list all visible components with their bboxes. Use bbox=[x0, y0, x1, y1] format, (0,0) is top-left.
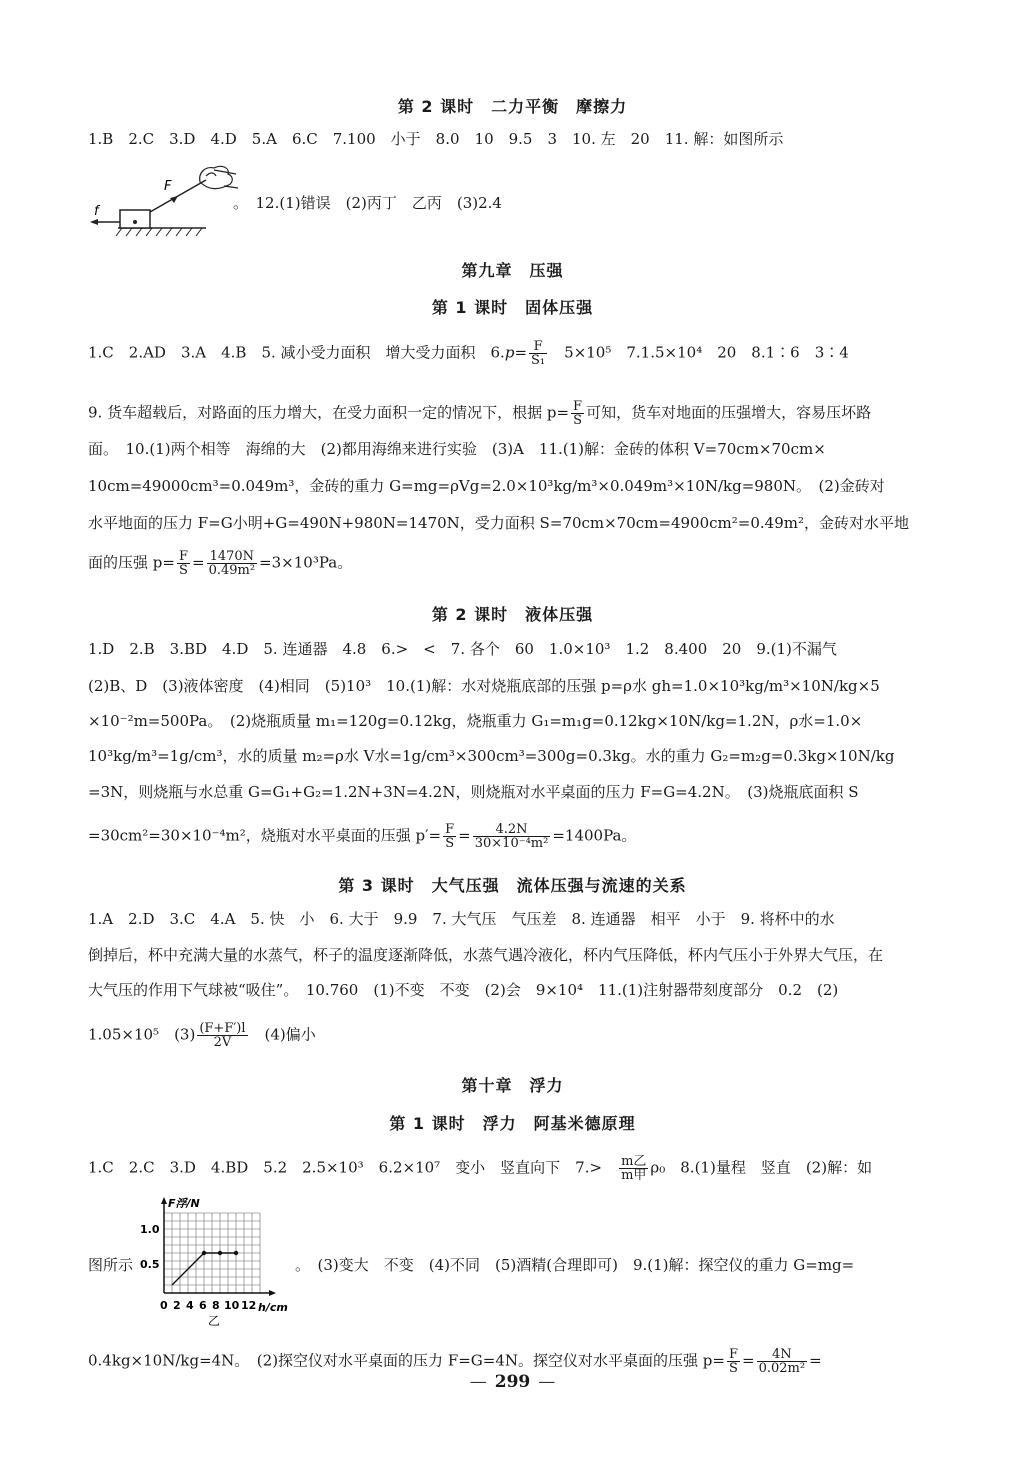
denominator: S bbox=[445, 836, 455, 851]
page-number bbox=[0, 1372, 1025, 1392]
text: 1.05×10⁵ (3) bbox=[88, 1025, 196, 1044]
denominator: 0.49m² bbox=[208, 563, 256, 578]
y-tick-label: 0.5 bbox=[140, 1258, 160, 1271]
answer-line: =3N，则烧瓶与水总重 G=G₁+G₂=1.2N+3N=4.2N，则烧瓶对水平桌面的压力 F=G=4.2N。 (3)烧瓶底面积 S bbox=[88, 783, 859, 801]
text: 8.(1)量程 竖直 (2)解：如 bbox=[680, 1158, 873, 1177]
chapter-heading-pressure: 第九章 压强 bbox=[461, 261, 564, 280]
y-tick-label: 1.0 bbox=[140, 1223, 160, 1236]
text: = bbox=[742, 1351, 755, 1370]
friction-figure bbox=[88, 160, 238, 240]
fraction bbox=[207, 550, 257, 577]
text: (4)偏小 bbox=[264, 1025, 316, 1044]
text: = bbox=[809, 1351, 822, 1370]
denominator: S bbox=[179, 563, 188, 578]
denominator: S₁ bbox=[531, 353, 546, 368]
data-point bbox=[218, 1251, 222, 1255]
numerator: 4N bbox=[757, 1348, 807, 1362]
answer-line: 水平地面的压力 F=G小明+G=490N+980N=1470N，受力面积 S=70cm×70cm=4900cm²=0.49m²，金砖对水平地 bbox=[88, 514, 909, 532]
numerator: (F+F′)l bbox=[199, 1021, 246, 1036]
answer-line bbox=[88, 823, 938, 850]
answer-line: 1.A 2.D 3.C 4.A 5. 快 小 6. 大于 9.9 7. 大气压 气压差 8. 连通器 相平 小于 9. 将杯中的水 bbox=[88, 910, 835, 928]
data-point bbox=[202, 1251, 206, 1255]
section-heading-liquid-pressure: 第 2 课时 液体压强 bbox=[431, 605, 594, 624]
denominator: 0.02m² bbox=[758, 1361, 806, 1376]
page-number-value: 299 bbox=[494, 1372, 531, 1392]
chapter-heading-buoyancy: 第十章 浮力 bbox=[461, 1076, 564, 1095]
denominator: 2V bbox=[213, 1035, 232, 1050]
numerator: F bbox=[728, 1347, 738, 1362]
text: = bbox=[458, 826, 471, 845]
text: 可知，货车对地面的压强增大，容易压坏路 bbox=[586, 403, 872, 422]
text: 9. 货车超载后，对路面的压力增大，在受力面积一定的情况下，根据 p= bbox=[88, 403, 570, 422]
answer-line: 。 (3)变大 不变 (4)不同 (5)酒精(合理即可) 9.(1)解：探空仪的重力 G=mg= bbox=[295, 1256, 855, 1274]
answer-line: 10³kg/m³=1g/cm³，水的质量 m₂=ρ水 V水=1g/cm³×300cm³=300g=0.3kg。水的重力 G₂=m₂g=0.3kg×10N/kg bbox=[88, 747, 895, 765]
answer-line bbox=[88, 400, 938, 427]
y-axis-label: F浮/N bbox=[168, 1197, 200, 1210]
fraction bbox=[757, 1348, 807, 1375]
buoyancy-graph bbox=[140, 1195, 310, 1330]
x-tick-label: 2 bbox=[173, 1299, 181, 1312]
fraction bbox=[571, 400, 584, 427]
text: 1.C 2.C 3.D 4.BD 5.2 2.5×10³ 6.2×10⁷ 变小 竖直向下 7.> bbox=[88, 1158, 603, 1177]
answer-line: 1.D 2.B 3.BD 4.D 5. 连通器 4.8 6.> < 7. 各个 60 1.0×10³ 1.2 8.400 20 9.(1)不漏气 bbox=[88, 640, 837, 658]
denominator: 30×10⁻⁴m² bbox=[474, 836, 549, 851]
answer-line: 大气压的作用下气球被“吸住”。 10.760 (1)不变 不变 (2)会 9×10⁴ 11.(1)注射器带刻度部分 0.2 (2) bbox=[88, 981, 839, 999]
text: =3×10³Pa。 bbox=[259, 553, 353, 572]
numerator: F bbox=[178, 549, 188, 564]
x-tick-label: 12 bbox=[241, 1299, 257, 1312]
fraction bbox=[619, 1155, 648, 1182]
text: 0.4kg×10N/kg=4N。 (2)探空仪对水平桌面的压力 F=G=4N。探空仪对水平桌面的压强 p= bbox=[88, 1351, 725, 1370]
x-tick-label: 10 bbox=[224, 1299, 240, 1312]
numerator: m乙 bbox=[621, 1154, 647, 1169]
hand-icon bbox=[200, 166, 238, 188]
x-tick-label: 4 bbox=[186, 1299, 194, 1312]
denominator: S bbox=[729, 1361, 738, 1376]
data-point bbox=[234, 1251, 238, 1255]
x-axis-label: h/cm bbox=[258, 1301, 288, 1314]
numerator: F bbox=[573, 399, 583, 414]
answer-line: (2)B、D (3)液体密度 (4)相同 (5)10³ 10.(1)解：水对烧瓶底部的压强 p=ρ水 gh=1.0×10³kg/m³×10N/kg×5 bbox=[88, 677, 880, 695]
x-tick-label: 0 bbox=[160, 1299, 168, 1312]
x-tick-label: 6 bbox=[199, 1299, 207, 1312]
answer-line: 10cm=49000cm³=0.049m³，金砖的重力 G=mg=ρVg=2.0×10³kg/m³×0.049m³×10N/kg=980N。 (2)金砖对 bbox=[88, 477, 885, 495]
fraction bbox=[443, 823, 456, 850]
fraction bbox=[529, 340, 547, 367]
text: 5×10⁵ 7.1.5×10⁴ 20 8.1∶6 3∶4 bbox=[564, 343, 849, 362]
answer-line: 。 12.(1)错误 (2)丙丁 乙丙 (3)2.4 bbox=[233, 194, 502, 212]
answer-line bbox=[88, 1348, 938, 1375]
denominator: S bbox=[573, 413, 582, 428]
numerator: 1470N bbox=[207, 550, 257, 564]
text: = bbox=[191, 553, 205, 572]
answer-line bbox=[88, 550, 938, 577]
fraction bbox=[473, 823, 551, 850]
section-heading-atmospheric-pressure: 第 3 课时 大气压强 流体压强与流速的关系 bbox=[338, 876, 687, 895]
text: =1400Pa。 bbox=[552, 826, 637, 845]
answer-line: 图所示 bbox=[88, 1256, 134, 1274]
numerator: 4.2N bbox=[473, 823, 551, 837]
numerator: F bbox=[529, 340, 547, 354]
section-heading-solid-pressure: 第 1 课时 固体压强 bbox=[431, 298, 594, 317]
graph-caption: 乙 bbox=[208, 1314, 221, 1328]
answer-line bbox=[88, 1155, 938, 1182]
block bbox=[120, 210, 150, 228]
answer-line: 1.B 2.C 3.D 4.D 5.A 6.C 7.100 小于 8.0 10 9.5 3 10. 左 20 11. 解：如图所示 bbox=[88, 130, 784, 148]
fraction bbox=[727, 1348, 740, 1375]
section-heading-archimedes: 第 1 课时 浮力 阿基米德原理 bbox=[389, 1114, 636, 1133]
fraction bbox=[197, 1022, 247, 1049]
answer-line: 面。 10.(1)两个相等 海绵的大 (2)都用海绵来进行实验 (3)A 11.(1)解：金砖的体积 V=70cm×70cm× bbox=[88, 440, 826, 458]
denominator: m甲 bbox=[621, 1168, 647, 1183]
text: p= bbox=[504, 343, 528, 362]
answer-line bbox=[88, 340, 938, 367]
dash: — bbox=[538, 1372, 556, 1392]
text: 1.C 2.AD 3.A 4.B 5. 减小受力面积 增大受力面积 6. bbox=[88, 343, 505, 362]
friction-label: f bbox=[94, 204, 99, 219]
numerator: F bbox=[445, 822, 455, 837]
section-heading-balance: 第 2 课时 二力平衡 摩擦力 bbox=[397, 97, 628, 116]
answer-line: 倒掉后，杯中充满大量的水蒸气，杯子的温度逐渐降低，水蒸气遇冷液化，杯内气压降低，杯内气压小于外界大气压，在 bbox=[88, 946, 884, 964]
text: =30cm²=30×10⁻⁴m²，烧瓶对水平桌面的压强 p′= bbox=[88, 826, 442, 845]
text: ρ₀ bbox=[650, 1158, 666, 1177]
answer-line: ×10⁻²m=500Pa。 (2)烧瓶质量 m₁=120g=0.12kg，烧瓶重力 G₁=m₁g=0.12kg×10N/kg=1.2N，ρ水=1.0× bbox=[88, 712, 863, 730]
text: 面的压强 p= bbox=[88, 553, 175, 572]
dash: — bbox=[469, 1372, 487, 1392]
fraction bbox=[177, 550, 190, 577]
x-tick-label: 8 bbox=[212, 1299, 220, 1312]
answer-line bbox=[88, 1022, 938, 1049]
force-label: F bbox=[164, 179, 172, 194]
